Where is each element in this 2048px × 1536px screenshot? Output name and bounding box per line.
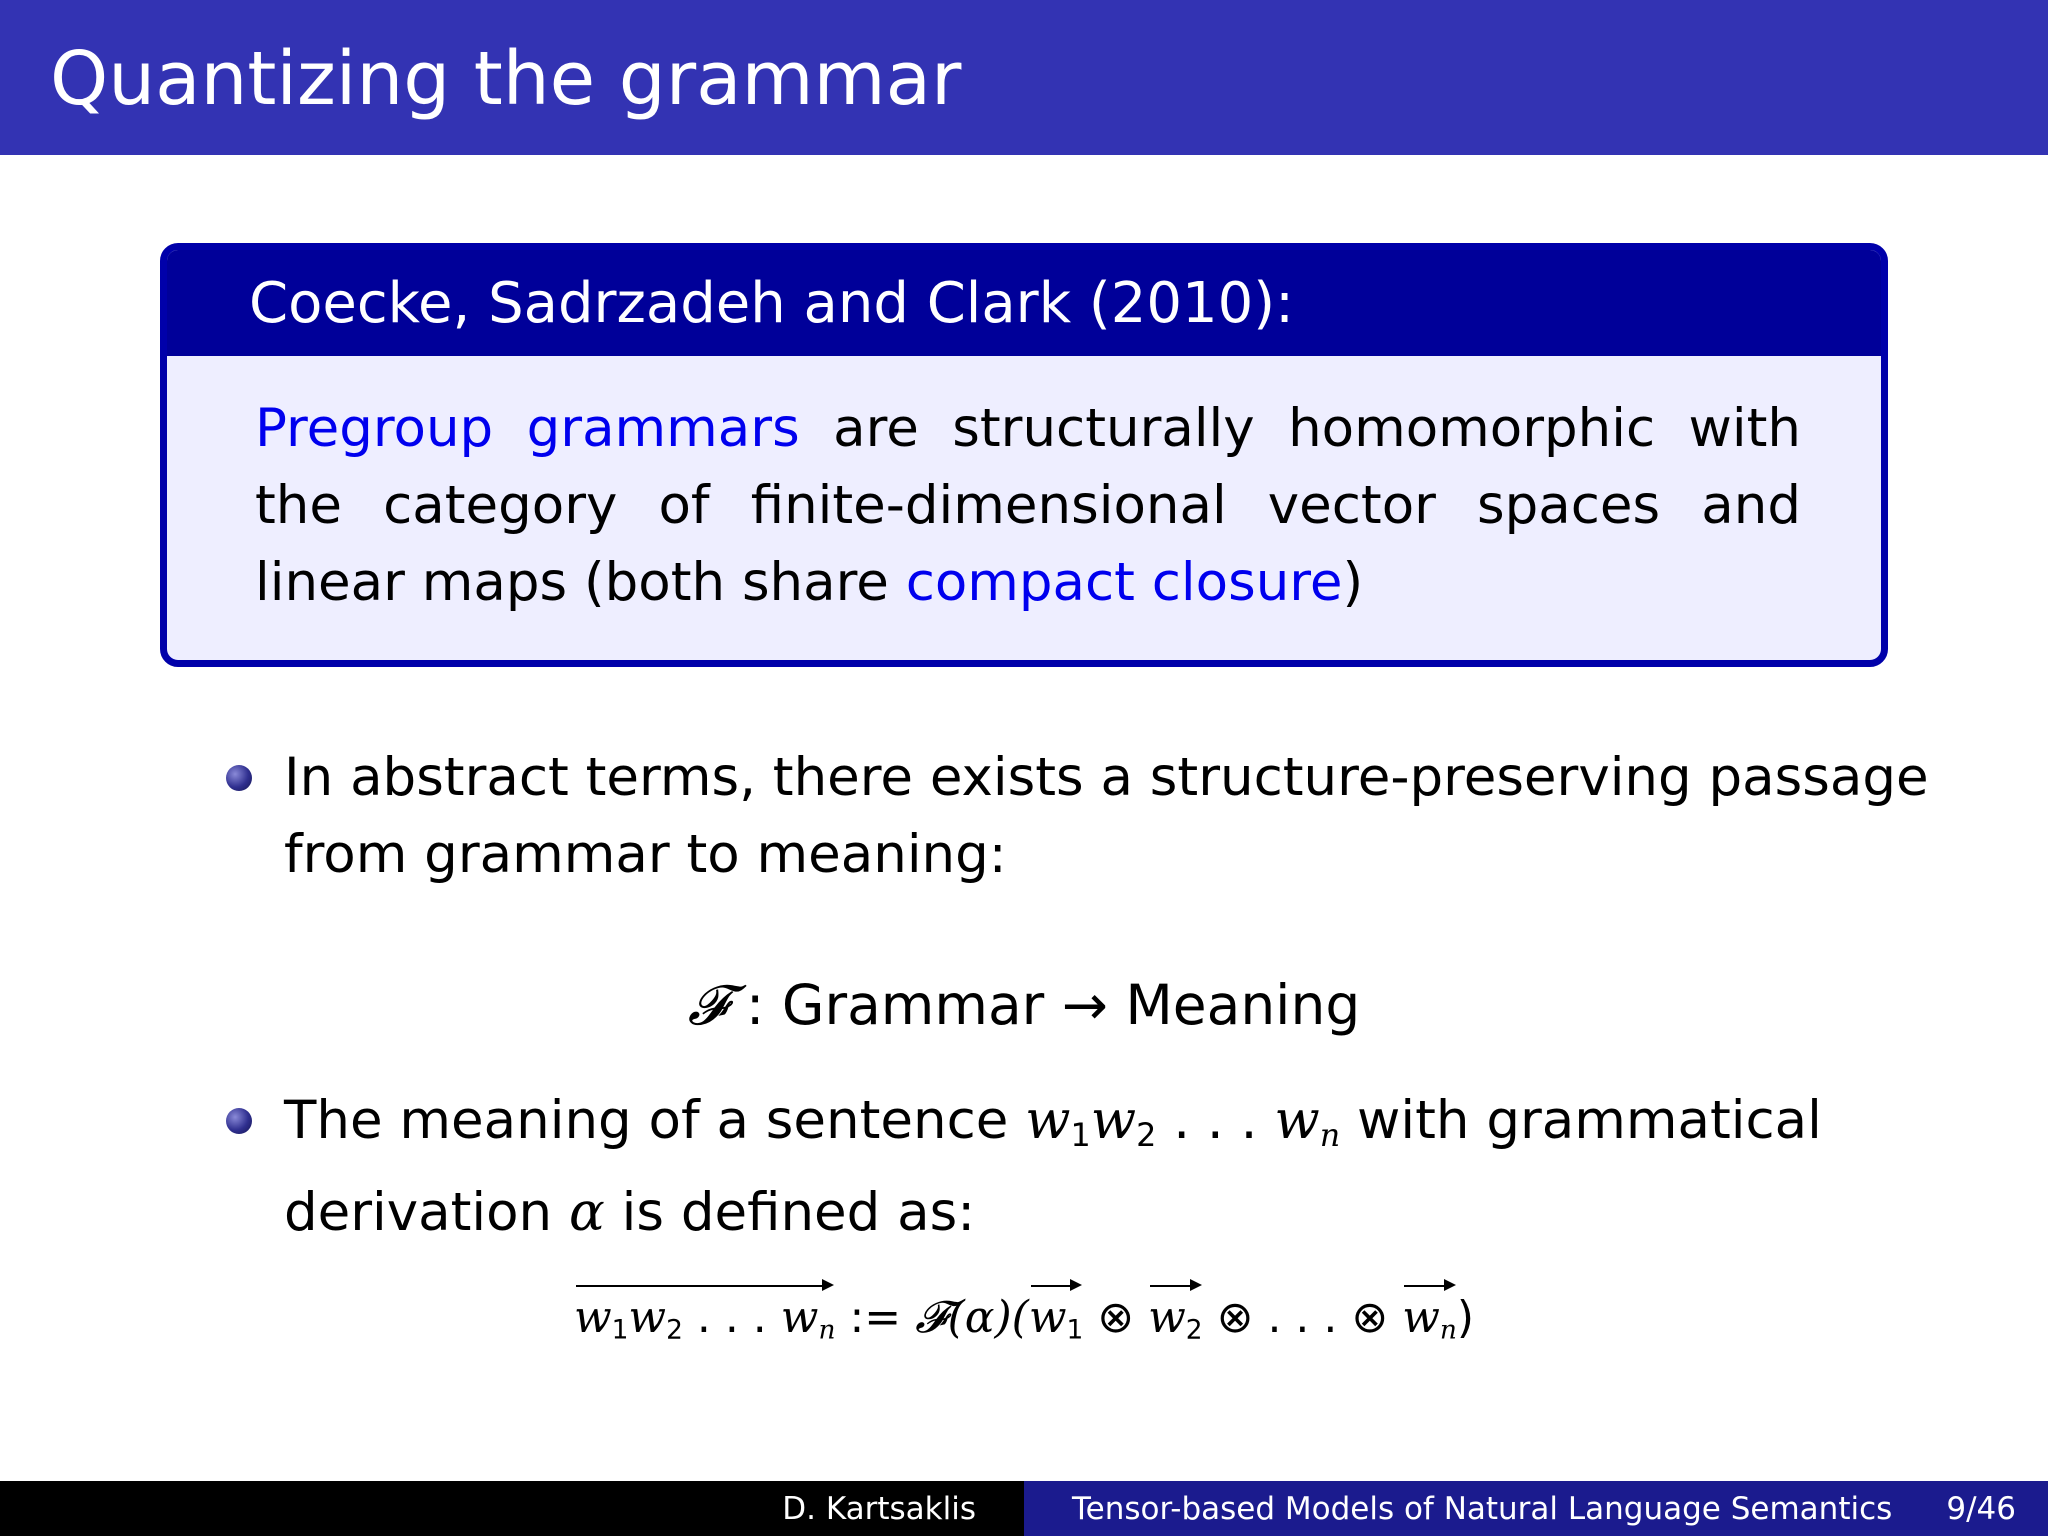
functor-arrow: → xyxy=(1044,973,1126,1037)
term-pregroup-grammars: Pregroup grammars xyxy=(255,398,800,459)
word-vector-n xyxy=(1402,1288,1457,1361)
sentence-word-var: w xyxy=(1090,1090,1137,1151)
block-body-text-1: are structurally homomorphic with the category of finite-dimensional vector spaces and linear maps (both share xyxy=(255,398,1801,613)
bullet-1-line-1: In abstract terms, there exists a structure-preserving passage xyxy=(284,747,1929,808)
footer-page-number: 9/46 xyxy=(1946,1491,2016,1527)
sentence-word-sub: 2 xyxy=(1136,1116,1157,1154)
sentence-word-var: w xyxy=(1274,1090,1320,1151)
vector-word-sub: 2 xyxy=(1185,1314,1203,1346)
block-body-text-2: ) xyxy=(1342,552,1364,613)
tensor-operator: ⊗ xyxy=(1083,1292,1149,1343)
functor-codomain: Meaning xyxy=(1125,973,1361,1037)
bullet-2-text-b: with grammatical xyxy=(1340,1090,1822,1151)
slide-footer xyxy=(0,1481,2048,1536)
bullet-icon xyxy=(226,765,252,791)
footer-talk-title: Tensor-based Models of Natural Language Semantics xyxy=(1072,1491,1893,1527)
vector-word-sub: n xyxy=(1439,1314,1457,1346)
vector-word-var: w xyxy=(628,1292,667,1343)
citation-block-body xyxy=(255,390,1801,621)
vector-word-var: w xyxy=(1148,1292,1186,1343)
word-vector-2 xyxy=(1148,1288,1202,1361)
functor-application: 𝓕(α)( xyxy=(915,1292,1029,1343)
word-vector-1 xyxy=(1029,1288,1083,1361)
functor-formula xyxy=(0,970,2048,1040)
functor-symbol: 𝓕 xyxy=(687,973,729,1037)
vector-word-sub: 2 xyxy=(666,1314,683,1346)
tensor-operator: ⊗ xyxy=(1351,1292,1403,1343)
functor-colon: : xyxy=(728,973,782,1037)
vector-word-sub: 1 xyxy=(1066,1314,1084,1346)
term-compact-closure: compact closure xyxy=(905,552,1343,613)
slide-title-bar xyxy=(0,0,2048,155)
citation-block-header xyxy=(167,250,1881,356)
bullet-2-text-a: The meaning of a sentence xyxy=(284,1090,1026,1151)
closing-paren: ) xyxy=(1456,1292,1475,1343)
vector-word-var: w xyxy=(1028,1292,1067,1343)
bullet-item-1 xyxy=(284,739,1929,893)
sentence-word-sub: 1 xyxy=(1070,1116,1091,1154)
bullet-2-text-d: is defined as: xyxy=(604,1181,976,1243)
vector-word-sub: n xyxy=(818,1314,836,1346)
citation-block xyxy=(160,243,1888,667)
vector-word-var: w xyxy=(573,1292,612,1343)
functor-domain: Grammar xyxy=(781,973,1045,1037)
vector-word-var: w xyxy=(780,1292,819,1343)
bullet-2-line-1 xyxy=(284,1082,1864,1174)
meaning-definition-formula xyxy=(0,1288,2048,1361)
bullet-item-2 xyxy=(284,1082,1864,1251)
alpha-symbol: α xyxy=(568,1181,605,1243)
tensor-dots: . . . xyxy=(1267,1292,1352,1343)
sentence-dots: . . . xyxy=(1156,1090,1275,1151)
bullet-2-text-c: derivation xyxy=(284,1181,569,1243)
vector-word-var: w xyxy=(1402,1292,1440,1343)
vector-dots: . . . xyxy=(682,1292,781,1343)
bullet-2-line-2 xyxy=(284,1174,1864,1251)
assign-operator: := xyxy=(835,1292,916,1343)
sentence-word-sub: n xyxy=(1319,1116,1341,1154)
tensor-operator: ⊗ xyxy=(1202,1292,1268,1343)
slide-title: Quantizing the grammar xyxy=(50,36,962,122)
sentence-vector xyxy=(574,1288,836,1361)
citation-block-title: Coecke, Sadrzadeh and Clark (2010): xyxy=(249,271,1294,336)
sentence-word-var: w xyxy=(1025,1090,1071,1151)
footer-author: D. Kartsaklis xyxy=(782,1491,976,1527)
vector-word-sub: 1 xyxy=(611,1314,629,1346)
bullet-1-line-2: from grammar to meaning: xyxy=(284,824,1007,885)
bullet-icon xyxy=(226,1108,252,1134)
